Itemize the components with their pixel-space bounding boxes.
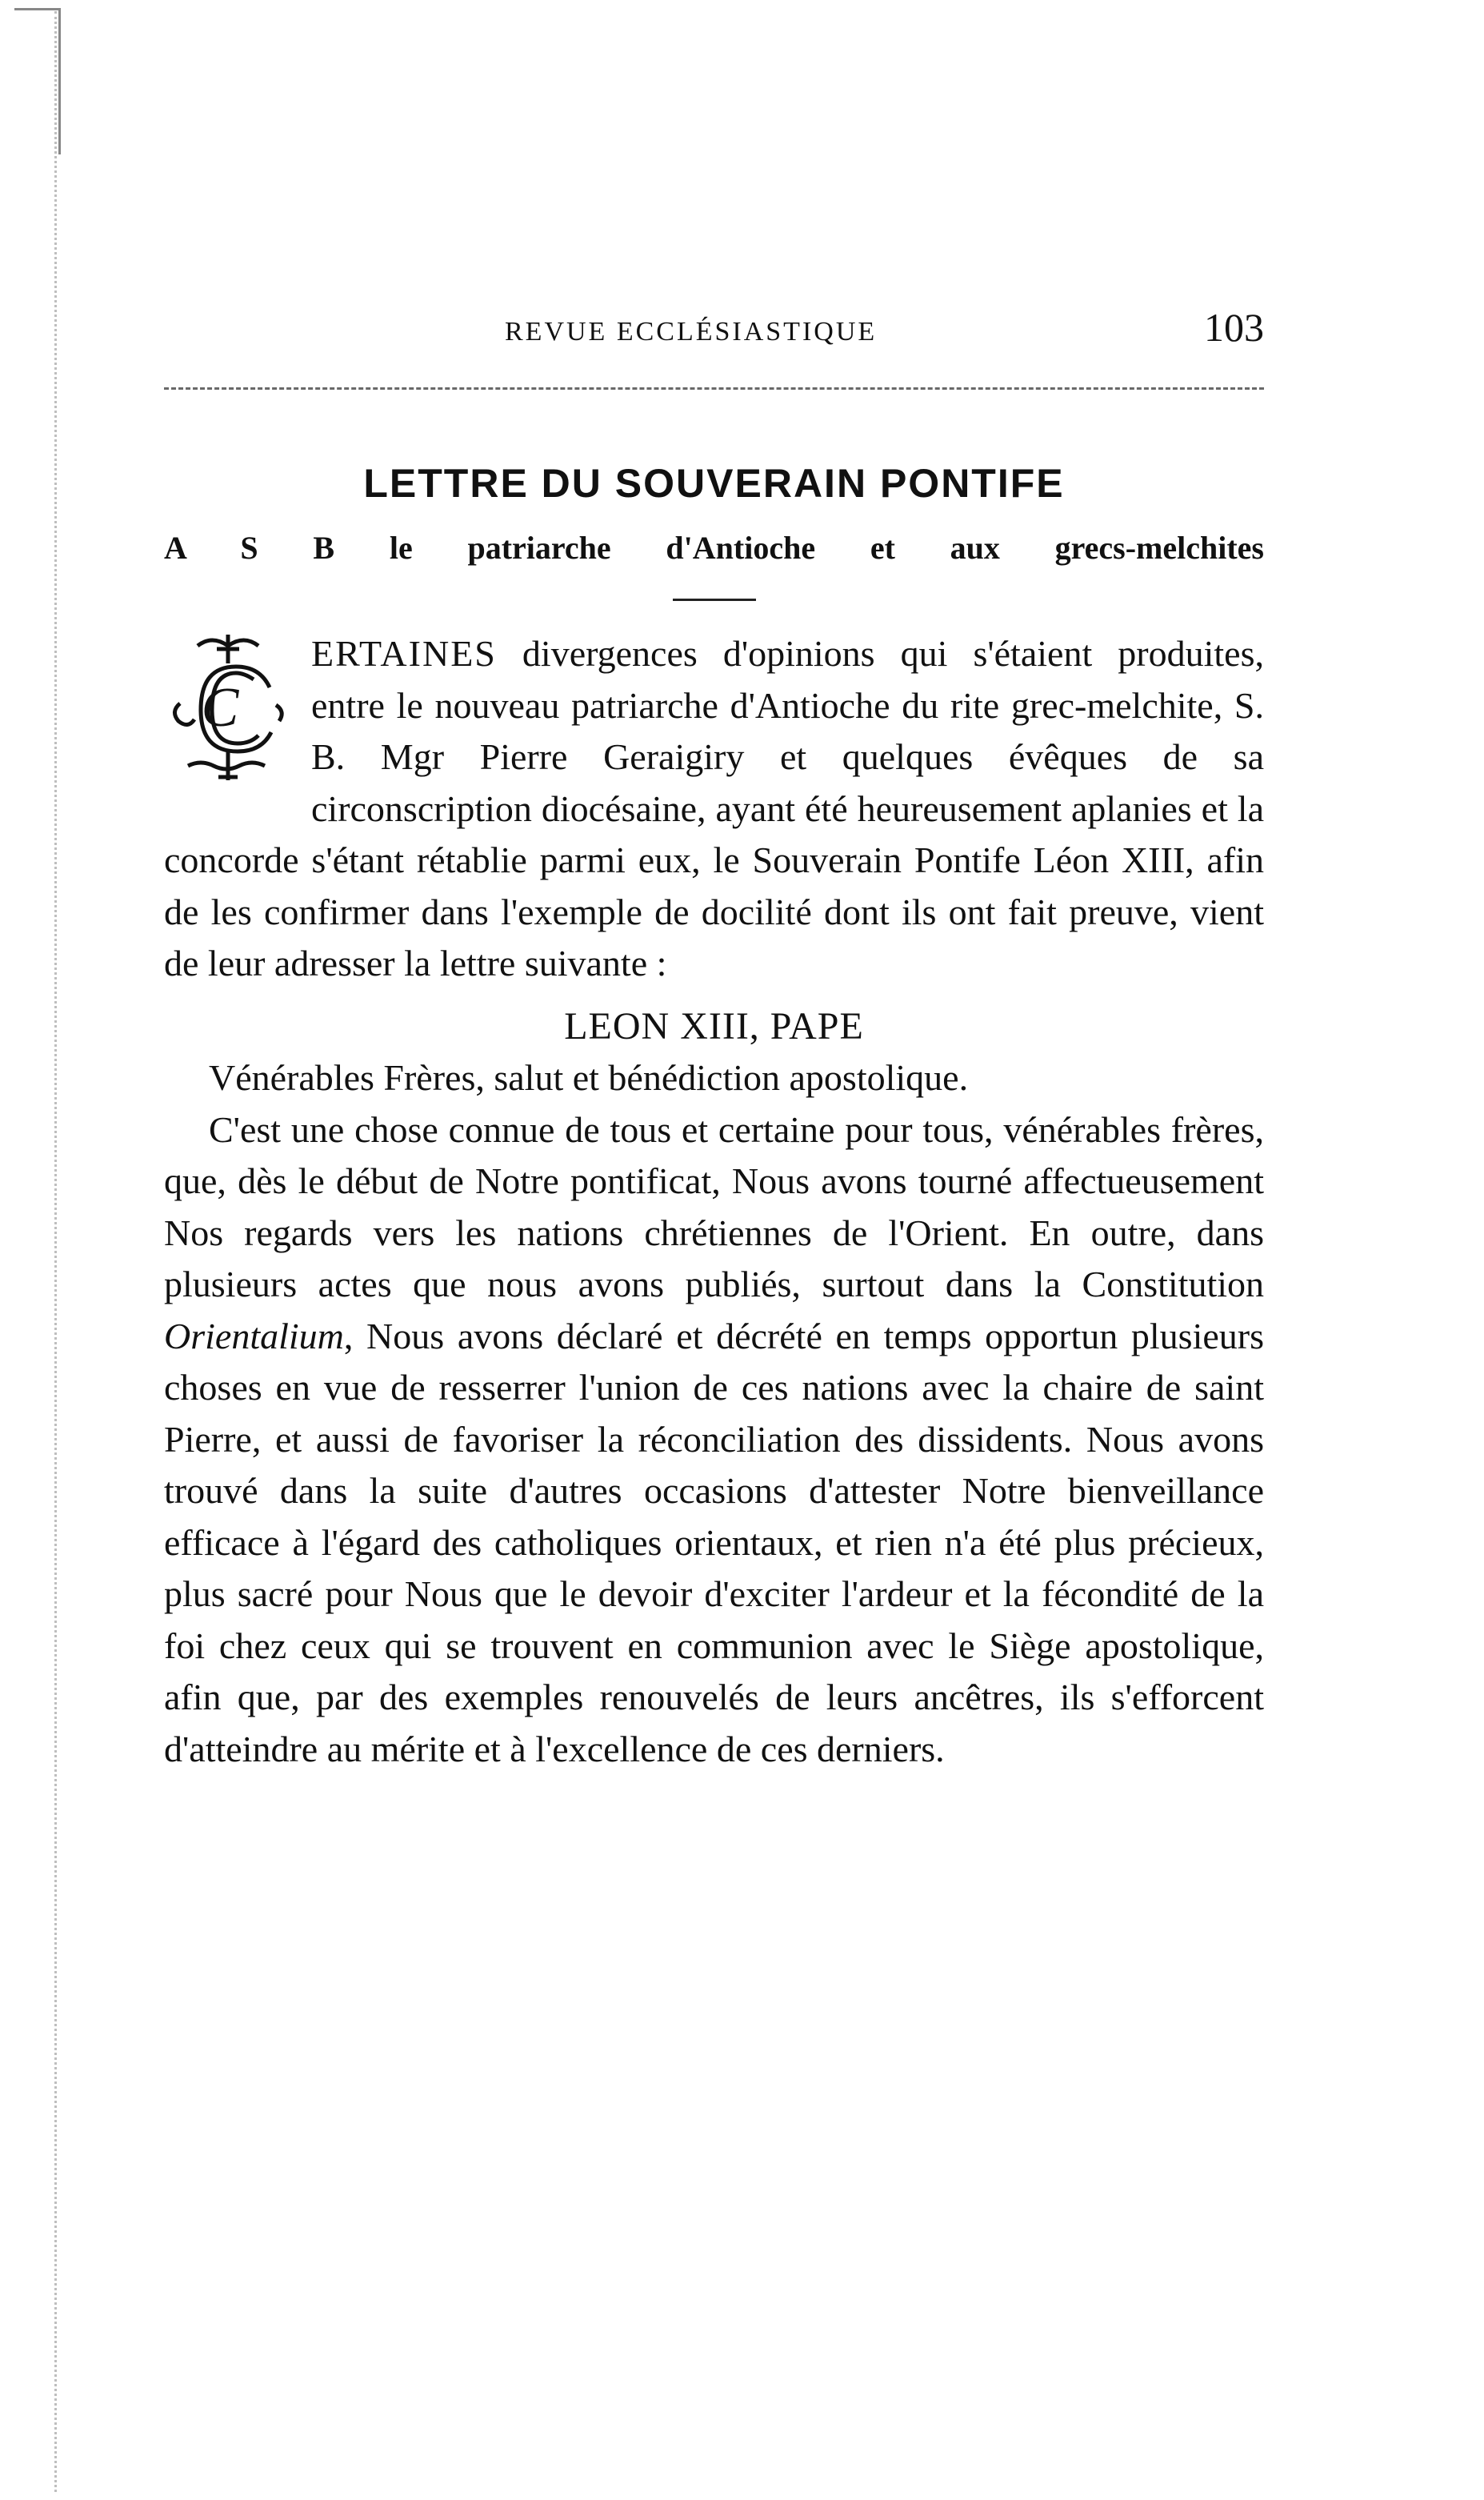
main-text-part-1: C'est une chose connue de tous et certaine pour tous, vénérables frères, que, dès le début de Notre pontificat, Nous avons tourné affectueusement Nos regards vers les nations chrétiennes de l'Orient. En outre, dans plusieurs actes que nous avons publiés, surtout dans la Constitution <box>164 1108 1264 1304</box>
pope-heading: LEON XIII, PAPE <box>564 1004 864 1048</box>
journal-title: REVUE ECCLÉSIASTIQUE <box>505 317 878 347</box>
running-head <box>164 304 1264 360</box>
ornamental-drop-cap <box>164 631 306 785</box>
document-page <box>164 304 1264 1775</box>
page-number: 103 <box>1204 305 1264 350</box>
main-paragraph <box>164 1104 1264 1776</box>
letter-subtitle: A S B le patriarche d'Antioche et aux grecs-melchites <box>164 530 1264 566</box>
salutation: Vénérables Frères, salut et bénédiction apostolique. <box>209 1057 969 1098</box>
intro-lead-word: ERTAINES <box>311 633 497 674</box>
drop-cap-letter: C <box>201 677 239 739</box>
article-body <box>164 628 1264 1775</box>
scan-margin-line <box>54 11 59 2492</box>
main-text-part-2: , Nous avons déclaré et décrété en temps opportun plusieurs choses en vue de resserrer l'union de ces nations avec la chaire de saint Pierre, et aussi de favoriser la réconciliation des dissidents. Nous avons trouvé dans la suite d'autres occasions d'attester Notre bienveillance efficace à l'égard des catholiques orientaux, et rien n'a été plus précieux, plus sacré pour Nous que le devoir d'exciter l'ardeur et la fécondité de la foi chez ceux qui se trouvent en communion avec le Siège apostolique, afin que, par des exemples renouvelés de leurs ancêtres, ils s'efforcent d'atteindre au mérite et à l'excellence de ces derniers. <box>164 1315 1264 1769</box>
intro-paragraph <box>164 628 1264 990</box>
constitution-title: Orientalium <box>164 1315 344 1356</box>
drop-cap-ornament-icon <box>164 631 306 785</box>
letter-title: LETTRE DU SOUVERAIN PONTIFE <box>363 461 1065 506</box>
intro-text: divergences d'opinions qui s'étaient produites, entre le nouveau patriarche d'Antioche du rite grec-melchite, S. B. Mgr Pierre Geraigiry et quelques évêques de sa circonscription diocésaine, ayant été heureusement aplanies et la concorde s'étant rétablie parmi eux, le Souverain Pontife Léon XIII, afin de les confirmer dans l'exemple de docilité dont ils ont fait preuve, vient de leur adresser la lettre suivante : <box>164 633 1264 984</box>
section-rule <box>673 599 756 601</box>
header-rule <box>164 387 1264 390</box>
